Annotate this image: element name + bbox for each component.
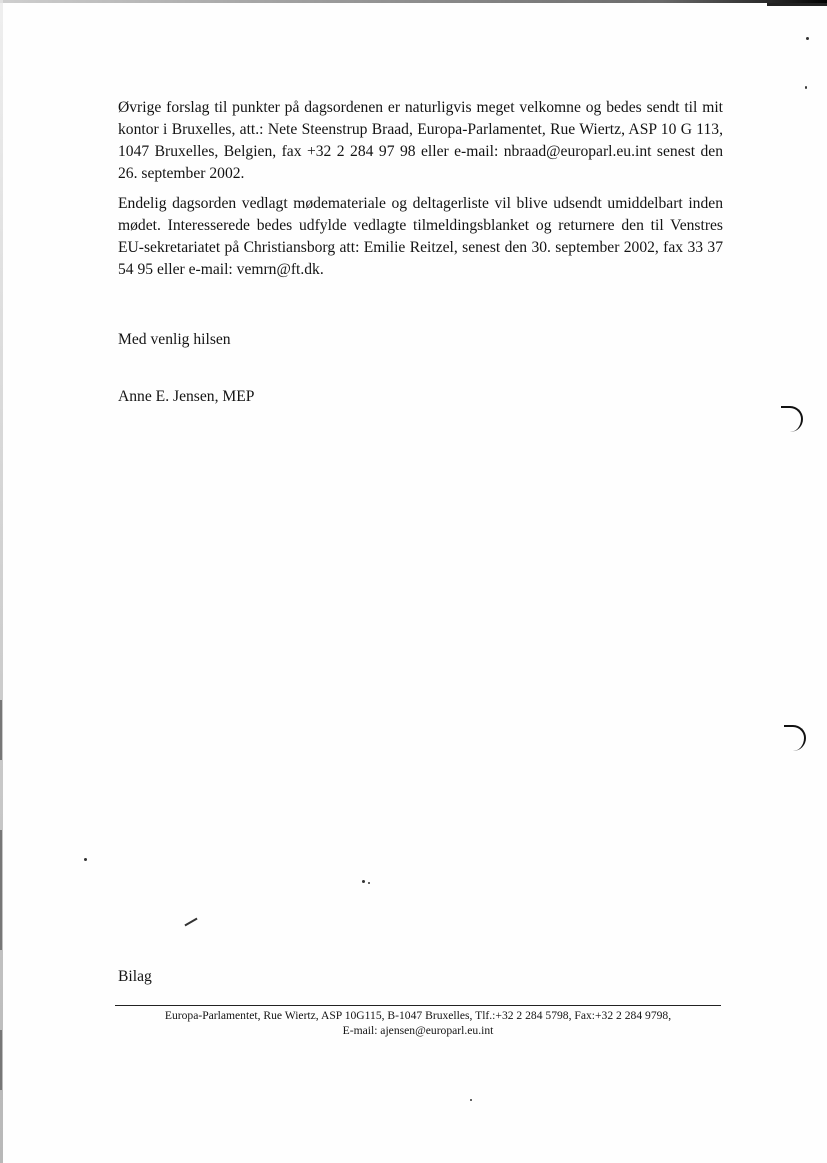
attachment-label: Bilag <box>118 968 152 985</box>
scan-left-mark <box>0 700 2 760</box>
punch-hole-mark-icon <box>781 406 803 432</box>
closing-salutation: Med venlig hilsen <box>118 331 231 348</box>
letterhead-footer <box>110 1008 726 1038</box>
scan-speck <box>84 858 87 861</box>
scan-speck <box>806 37 809 40</box>
footer-address-line: Europa-Parlamentet, Rue Wiertz, ASP 10G115, B-1047 Bruxelles, Tlf.:+32 2 284 5798, Fax:+32 2 284 9798, <box>164 1009 672 1022</box>
scan-left-mark <box>0 1030 2 1090</box>
scan-speck <box>368 882 370 884</box>
footer-email-line: E-mail: ajensen@europarl.eu.int <box>342 1024 494 1037</box>
scan-left-edge <box>0 0 3 1163</box>
scan-left-mark <box>0 830 2 950</box>
paragraph-final-agenda: Endelig dagsorden vedlagt mødemateriale og deltagerliste vil blive udsendt umiddelbart inden mødet. Interesserede bedes udfylde vedlagte tilmeldingsblanket og returnere den til Venstres EU-sekretariatet på Christiansborg att: Emilie Reitzel, senest den 30. september 2002, fax 33 37 54 95 eller e-mail: vemrn@ft.dk. <box>118 195 723 278</box>
scan-speck <box>362 880 365 883</box>
paragraph-agenda-proposals: Øvrige forslag til punkter på dagsordenen er naturligvis meget velkomne og bedes sendt til mit kontor i Bruxelles, att.: Nete Steenstrup Braad, Europa-Parlamentet, Rue Wiertz, ASP 10 G 113, 1047 Bruxelles, Belgien, fax +32 2 284 97 98 eller e-mail: nbraad@europarl.eu.int senest den 26. september 2002. <box>118 99 723 182</box>
scan-top-edge-mark <box>767 3 827 6</box>
scan-top-edge-line <box>0 0 827 3</box>
scan-speck <box>805 86 807 89</box>
scan-scratch <box>184 918 197 927</box>
punch-hole-mark-icon <box>784 725 806 751</box>
footer-divider <box>115 1005 721 1006</box>
scan-speck <box>470 1099 472 1101</box>
signature-name: Anne E. Jensen, MEP <box>118 388 255 405</box>
